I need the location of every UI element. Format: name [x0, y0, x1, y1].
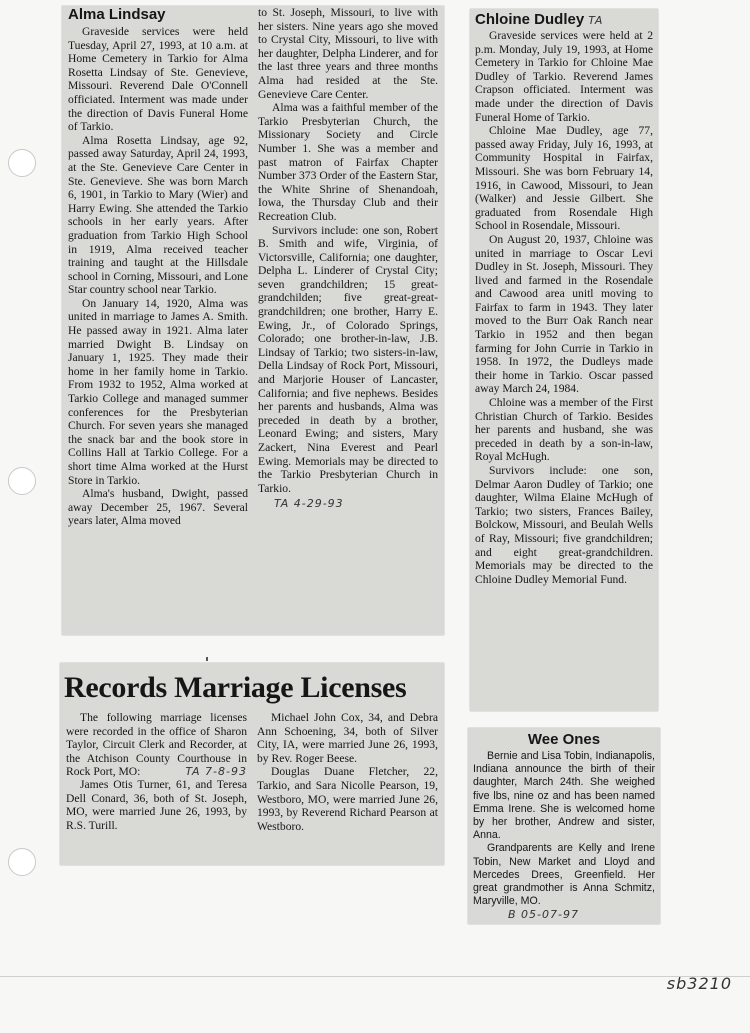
- page-bottom-rule: [0, 976, 750, 977]
- records-headline: Records Marriage Licenses: [64, 671, 407, 704]
- alma-paragraph: Alma was a faithful member of the Tarkio Presbyterian Church, the Missionary Society and Circle Number 1. She was a member and past matron of Fairfax Chapter Number 373 Order of the Eastern Star, the White Shrine of Shenandoah, Iowa, the Thursday Club and their Recreation Club.: [258, 101, 438, 223]
- chloine-handwritten-note: TA: [588, 14, 604, 27]
- marriage-licenses-clipping: [60, 663, 444, 865]
- binder-hole: [8, 848, 36, 876]
- obituary-alma-lindsay: [62, 6, 444, 635]
- records-column-1: [66, 711, 247, 833]
- records-paragraph: The following marriage licenses were recorded in the office of Sharon Taylor, Circuit Clerk and Recorder, at the Atchison County Courthouse in Rock Port, MO:: [66, 711, 247, 779]
- chloine-paragraph: Survivors include: one son, Delmar Aaron Dudley of Tarkio; one daughter, Wilma Elaine McHugh of Tarkio; two sisters, Frances Bailey, Bolckow, Missouri, and Beulah Wells of Ray, Missouri; five grandchildren; and eight great-grandchildren. Memorials may be directed to the Chloine Dudley Memorial Fund.: [475, 464, 653, 586]
- alma-column-1: [68, 6, 248, 528]
- binder-hole: [8, 149, 36, 177]
- alma-paragraph: Survivors include: one son, Robert B. Smith and wife, Virginia, of Victorsville, California; one daughter, Delpha L. Linderer of Crystal City; seven grandchildren; 15 great-grandchilden; five great-great-grandchildren; one brother, Harry E. Ewing, Jr., of Colorado Springs, Colorado; one brother-in-law, J.B. Lindsay of Tarkio; two sisters-in-law, Della Lindsay of Rock Port, Missouri, and Marjorie Houser of Lancaster, California; and five nephews. Besides her parents and husbands, Alma was preceded in death by a brother, Leonard Ewing; and sisters, Mary Zackert, Nina Everest and Pearl Ewing. Memorials may be directed to the Tarkio Presbyterian Church in Tarkio.: [258, 223, 438, 495]
- chloine-title: Chloine Dudley: [475, 11, 585, 28]
- alma-paragraph: Alma Rosetta Lindsay, age 92, passed away Saturday, April 24, 1993, at the Ste. Genevieve Care Center in Ste. Genevieve. She was born March 6, 1901, in Tarkio to Mary (Wier) and Harry Ewing. She attended the Tarkio schools in her early years. After graduation from Tarkio High School in 1919, Alma received teacher training and taught at the Hillsdale school in Corning, Missouri, and Lone Star country school near Tarkio.: [68, 133, 248, 297]
- alma-title: Alma Lindsay: [68, 6, 166, 23]
- chloine-paragraph: Graveside services were held at 2 p.m. Monday, July 19, 1993, at Home Cemetery in Tarkio for Chloine Mae Dudley of Tarkio. Reverend James Crapson officiated. Interment was made under the direction of Davis Funeral Home of Tarkio.: [475, 29, 653, 124]
- alma-handwritten-date: TA 4-29-93: [274, 497, 344, 511]
- wee-paragraph: Grandparents are Kelly and Irene Tobin, New Market and Lloyd and Mercedes Drees, Greenfield. Her great grandmother is Anna Schmitz, Maryville, MO.: [473, 842, 655, 908]
- records-paragraph: Michael John Cox, 34, and Debra Ann Schoening, 34, both of Silver City, IA, were married June 26, 1993, by Rev. Roger Beese.: [257, 711, 438, 765]
- speck: [206, 657, 208, 661]
- records-handwritten-date: TA 7-8-93: [185, 764, 247, 778]
- chloine-paragraph: On August 20, 1937, Chloine was united in marriage to Oscar Levi Dudley in St. Joseph, Missouri. They lived and farmed in the Rosendale and Cawood area unitl moving to Fairfax to farm in 1943. They later moved to the Burr Oak Ranch near Tarkio in 1952 and then began farming for John Currie in Tarkio in 1958. In 1972, the Dudleys made their home in Tarkio. Oscar passed away March 24, 1984.: [475, 232, 653, 396]
- wee-paragraph: Bernie and Lisa Tobin, Indianapolis, Indiana announce the birth of their daughter, March 24th. She weighed five lbs, nine oz and has been named Emma Irene. She is welcomed home by her brother, Andrew and sister, Anna.: [473, 750, 655, 842]
- wee-handwritten-date: B 05-07-97: [508, 908, 579, 922]
- page-mark: sb3210: [666, 974, 732, 993]
- records-column-2: [257, 711, 438, 833]
- chloine-paragraph: Chloine was a member of the First Christian Church of Tarkio. Besides her parents and husband, she was preceded in death by a son-in-law, Royal McHugh.: [475, 396, 653, 464]
- alma-paragraph: On January 14, 1920, Alma was united in marriage to James A. Smith. He passed away in 1921. Alma later married Dwight B. Lindsay on January 1, 1925. They made their home in her family home in Tarkio. From 1932 to 1952, Alma worked at Tarkio College and managed summer conferences for the Presbyterian Church. For seven years she managed the snack bar and the book store in Collins Hall at Tarkio College. For a short time Alma worked at the Hurst Store in Tarkio.: [68, 296, 248, 487]
- alma-paragraph: Alma's husband, Dwight, passed away December 25, 1967. Several years later, Alma moved: [68, 487, 248, 528]
- records-paragraph: Douglas Duane Fletcher, 22, Tarkio, and Sara Nicolle Pearson, 19, Westboro, MO, were married June 26, 1993, by Reverend Richard Pearson at Westboro.: [257, 765, 438, 833]
- alma-column-2: [258, 6, 438, 528]
- records-paragraph: James Otis Turner, 61, and Teresa Dell Conard, 36, both of St. Joseph, MO, were married June 26, 1993, by R.S. Turill.: [66, 777, 247, 832]
- wee-title: Wee Ones: [527, 731, 601, 748]
- alma-paragraph: Graveside services were held Tuesday, April 27, 1993, at 10 a.m. at Home Cemetery in Tarkio for Alma Rosetta Lindsay of Ste. Genevieve, Missouri. Reverend Dale O'Connell officiated. Interment was made under the direction of Davis Funeral Home of Tarkio.: [68, 25, 248, 134]
- chloine-paragraph: Chloine Mae Dudley, age 77, passed away Friday, July 16, 1993, at Community Hospital in Fairfax, Missouri. She was born February 14, 1916, in Cawood, Missouri, to Jean (Walker) and Jessie Gilbert. She graduated from Rosendale High School in Rosendale, Missouri.: [475, 124, 653, 233]
- birth-announcement-wee-ones: [468, 728, 660, 924]
- obituary-chloine-dudley: [470, 9, 658, 711]
- alma-paragraph: to St. Joseph, Missouri, to live with her sisters. Nine years ago she moved to Crystal City, Missouri, to live with her daughter, Delpha Linderer, and for the last three years and three months Alma had resided at the Ste. Genevieve Care Center.: [258, 6, 438, 101]
- binder-hole: [8, 467, 36, 495]
